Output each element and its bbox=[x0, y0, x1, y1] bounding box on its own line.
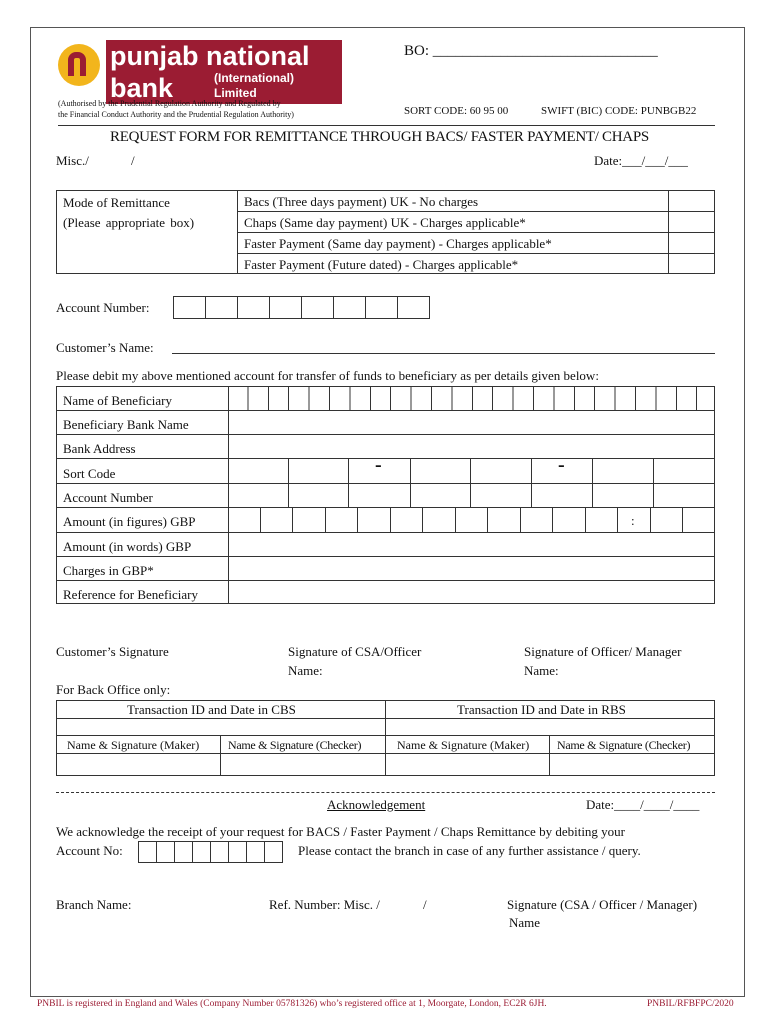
rbs-maker-input[interactable] bbox=[386, 754, 549, 775]
cbs-checker-label: Name & Signature (Checker) bbox=[228, 738, 362, 752]
cbs-maker-input[interactable] bbox=[57, 754, 220, 775]
header-divider bbox=[58, 125, 715, 126]
cut-line bbox=[56, 792, 715, 793]
checkbox-chaps[interactable] bbox=[669, 212, 715, 232]
row-label-beneficiary-name: Name of Beneficiary bbox=[63, 393, 173, 408]
authorised-line-1: (Authorised by the Prudential Regulation Authority and Regulated by bbox=[58, 99, 281, 108]
csa-name-label: Name: bbox=[288, 663, 323, 678]
pnb-emblem-icon bbox=[58, 44, 100, 86]
rbs-maker-label: Name & Signature (Maker) bbox=[397, 738, 530, 752]
manager-signature-label: Signature of Officer/ Manager bbox=[524, 644, 682, 659]
row-label-amount-words: Amount (in words) GBP bbox=[63, 539, 192, 554]
customer-name-label: Customer’s Name: bbox=[56, 340, 154, 355]
mode-label: Mode of Remittance bbox=[63, 195, 170, 210]
rbs-checker-input[interactable] bbox=[550, 754, 714, 775]
rbs-transaction-input[interactable] bbox=[386, 719, 714, 735]
ref-number-label: Ref. Number: Misc. / bbox=[269, 897, 380, 912]
date-field[interactable]: Date:___/___/___ bbox=[594, 153, 688, 168]
cbs-transaction-input[interactable] bbox=[57, 719, 385, 735]
beneficiary-name-boxes[interactable] bbox=[228, 386, 715, 410]
ack-signature-label: Signature (CSA / Officer / Manager) bbox=[507, 897, 698, 912]
bank-address-input[interactable] bbox=[228, 434, 715, 458]
sort-code: SORT CODE: 60 95 00 bbox=[404, 105, 509, 117]
manager-name-label: Name: bbox=[524, 663, 559, 678]
acknowledgement-title: Acknowledgement bbox=[327, 797, 426, 812]
beneficiary-bank-name-input[interactable] bbox=[228, 410, 715, 434]
misc-label: Misc./ bbox=[56, 153, 89, 168]
branch-name-label: Branch Name: bbox=[56, 897, 132, 912]
account-number-boxes[interactable] bbox=[174, 296, 430, 319]
cbs-maker-label: Name & Signature (Maker) bbox=[67, 738, 200, 752]
ack-signature-name-label: Name bbox=[509, 915, 541, 930]
ack-contact-text: Please contact the branch in case of any further assistance / query. bbox=[298, 843, 641, 858]
amount-words-input[interactable] bbox=[228, 532, 715, 556]
footer-form-code: PNBIL/RFBFPC/2020 bbox=[647, 999, 734, 1009]
debit-instruction: Please debit my above mentioned account for transfer of funds to beneficiary as per details given below: bbox=[56, 368, 599, 383]
charges-input[interactable] bbox=[228, 556, 715, 580]
customer-signature-label: Customer’s Signature bbox=[56, 644, 169, 659]
misc-slash: / bbox=[131, 153, 135, 168]
back-office-label: For Back Office only: bbox=[56, 682, 171, 697]
row-label-bank-name: Beneficiary Bank Name bbox=[63, 417, 189, 432]
footer-registration: PNBIL is registered in England and Wales (Company Number 05781326) who’s registered office at 1, Moorgate, London, EC2R 6JH. bbox=[37, 999, 547, 1009]
rbs-checker-label: Name & Signature (Checker) bbox=[557, 738, 691, 752]
bo-field[interactable]: BO: ______________________________ bbox=[404, 43, 658, 59]
mode-option-faster-same-day: Faster Payment (Same day payment) - Charges applicable* bbox=[244, 236, 552, 251]
cbs-header: Transaction ID and Date in CBS bbox=[127, 702, 296, 717]
ack-text: We acknowledge the receipt of your request for BACS / Faster Payment / Chaps Remittance by debiting your bbox=[56, 824, 626, 839]
sort-code-dash-1: - bbox=[375, 454, 382, 476]
row-label-reference: Reference for Beneficiary bbox=[63, 587, 198, 602]
ref-number-slash: / bbox=[423, 897, 427, 912]
form-title: REQUEST FORM FOR REMITTANCE THROUGH BACS/ FASTER PAYMENT/ CHAPS bbox=[110, 129, 649, 145]
mode-option-bacs: Bacs (Three days payment) UK - No charges bbox=[244, 194, 479, 209]
checkbox-bacs[interactable] bbox=[669, 191, 715, 211]
amount-decimal-colon: : bbox=[631, 513, 635, 528]
ack-date-field[interactable]: Date:____/____/____ bbox=[586, 797, 700, 812]
amount-figures-boxes[interactable] bbox=[228, 507, 715, 532]
customer-name-line[interactable] bbox=[172, 353, 715, 354]
account-number-label: Account Number: bbox=[56, 300, 150, 315]
sort-code-dash-2: - bbox=[558, 454, 565, 476]
cbs-checker-input[interactable] bbox=[221, 754, 385, 775]
rbs-header: Transaction ID and Date in RBS bbox=[457, 702, 626, 717]
mode-hint: (Please appropriate box) bbox=[63, 215, 195, 230]
reference-input[interactable] bbox=[228, 580, 715, 604]
authorised-line-2: the Financial Conduct Authority and the Prudential Regulation Authority) bbox=[58, 110, 294, 119]
row-label-account-number: Account Number bbox=[63, 490, 153, 505]
bank-subname: (International) Limited bbox=[210, 71, 342, 101]
checkbox-faster-same-day[interactable] bbox=[669, 233, 715, 253]
bank-logo bbox=[58, 41, 342, 103]
ack-account-label: Account No: bbox=[56, 843, 123, 858]
swift-code: SWIFT (BIC) CODE: PUNBGB22 bbox=[541, 105, 697, 117]
beneficiary-account-number-boxes[interactable] bbox=[228, 483, 715, 507]
mode-option-chaps: Chaps (Same day payment) UK - Charges applicable* bbox=[244, 215, 526, 230]
ack-account-boxes[interactable] bbox=[139, 841, 283, 863]
row-label-charges: Charges in GBP* bbox=[63, 563, 154, 578]
row-label-amount-figures: Amount (in figures) GBP bbox=[63, 514, 196, 529]
sort-code-boxes[interactable] bbox=[228, 458, 715, 483]
checkbox-faster-future[interactable] bbox=[669, 254, 715, 274]
csa-signature-label: Signature of CSA/Officer bbox=[288, 644, 422, 659]
bank-name: punjab national bank bbox=[106, 40, 342, 104]
mode-option-faster-future: Faster Payment (Future dated) - Charges applicable* bbox=[244, 257, 519, 272]
row-label-sort-code: Sort Code bbox=[63, 466, 116, 481]
row-label-bank-address: Bank Address bbox=[63, 441, 136, 456]
